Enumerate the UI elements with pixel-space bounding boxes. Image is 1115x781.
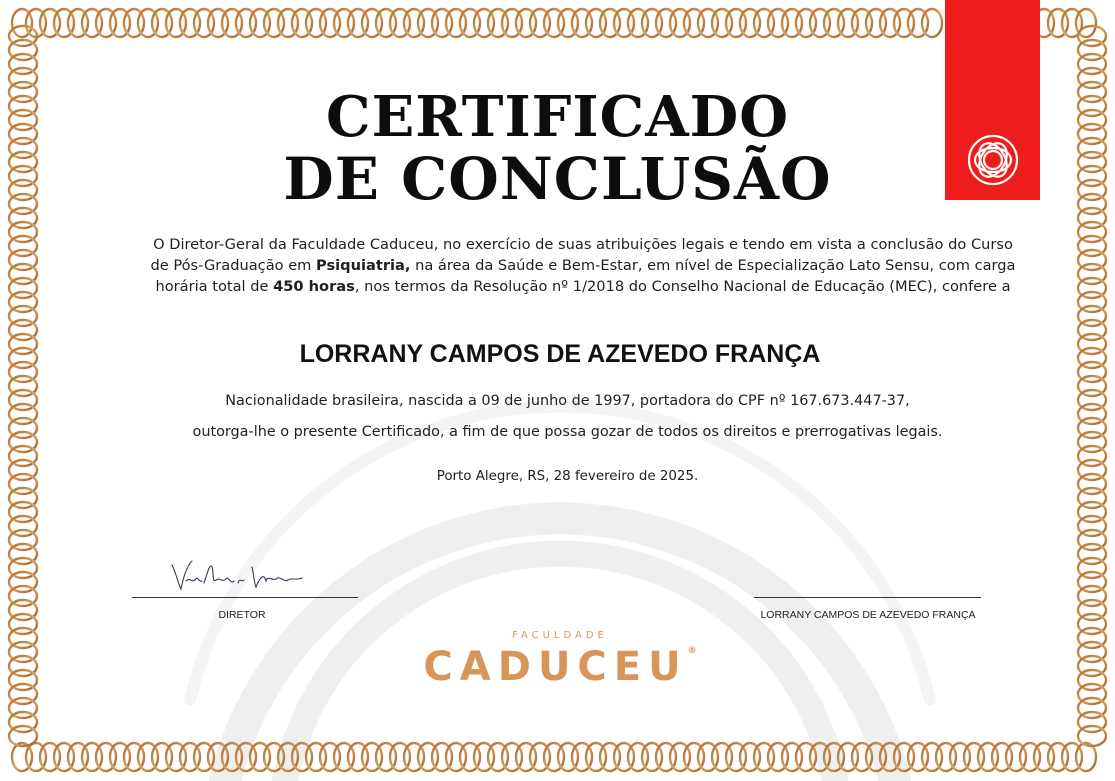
body-line-2 — [118, 255, 1048, 276]
body-line-1: O Diretor-Geral da Faculdade Caduceu, no exercício de suas atribuições legais e tendo em vista a conclusão do Curso — [153, 236, 1013, 253]
border-ring — [1078, 726, 1106, 746]
recipient-signature-line — [754, 597, 981, 598]
body-line-3-end: , nos termos da Resolução nº 1/2018 do Conselho Nacional de Educação (MEC), confere a — [354, 278, 1011, 295]
recipient-info-line1: Nacionalidade brasileira, nascida a 09 de junho de 1997, portadora do CPF nº 167.673.447-37, — [225, 393, 910, 409]
director-signature-line — [132, 597, 358, 598]
logo-faculdade-text: FACULDADE — [512, 630, 608, 641]
recipient-signature-label: LORRANY CAMPOS DE AZEVEDO FRANÇA — [760, 609, 976, 621]
certificate-title-line1: CERTIFICADO — [326, 84, 789, 150]
course-hours: 450 horas — [273, 278, 355, 295]
red-ribbon — [945, 0, 1040, 200]
body-line-3 — [118, 276, 1048, 297]
course-name: Psiquiatria, — [316, 257, 411, 274]
director-label: DIRETOR — [218, 609, 266, 621]
certificate-title-line2: DE CONCLUSÃO — [283, 145, 832, 213]
place-and-date: Porto Alegre, RS, 28 fevereiro de 2025. — [436, 469, 699, 484]
body-line-2-end: na área da Saúde e Bem-Estar, em nível de Especialização Lato Sensu, com carga — [410, 257, 1016, 274]
body-line-2-start: de Pós-Graduação em — [150, 257, 317, 274]
registered-mark: ® — [687, 646, 697, 656]
director-signature — [168, 553, 308, 595]
logo-caduceu — [400, 644, 720, 690]
body-line-3-start: horária total de — [155, 278, 274, 295]
certificate-body — [118, 234, 1048, 297]
recipient-name: LORRANY CAMPOS DE AZEVEDO FRANÇA — [299, 340, 821, 368]
caduceu-rings-icon — [966, 133, 1020, 187]
logo-caduceu-text: CADUCEU — [423, 644, 688, 690]
border-ring — [1076, 743, 1096, 771]
border-ring — [922, 9, 942, 37]
recipient-info-line2: outorga-lhe o presente Certificado, a fim de que possa gozar de todos os direitos e prerrogativas legais. — [192, 424, 943, 440]
